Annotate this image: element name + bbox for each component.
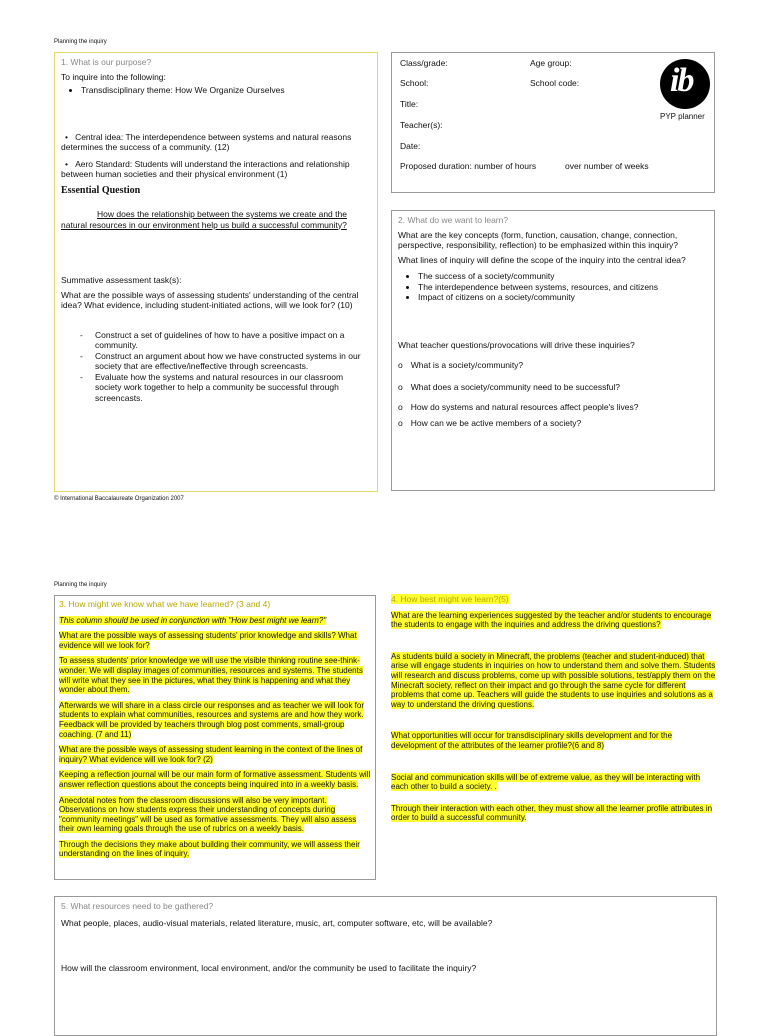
- learning-para: As students build a society in Minecraft, the problems (teacher and student-induced) that arise will engage students in inquiries on how to understand them and solve them. Students will research and discuss problems, come up with possible solutions, test/apply them on the Minecraft society, reflect on their impact and go through the same cycle for different problems that come up. Teachers will guide the students to use inquiries and solutions as a way to understand the driving questions.: [391, 651, 716, 709]
- learn-title: 2. What do we want to learn?: [398, 215, 509, 225]
- teacher-question: o How can we be active members of a society?: [398, 417, 582, 428]
- assessment-para: This column should be used in conjunction with "How best might we learn?": [59, 615, 327, 625]
- teacher-question: o How do systems and natural resources affect people's lives?: [398, 402, 639, 412]
- line-of-inquiry: • The interdependence between systems, resources, and citizens: [418, 282, 708, 293]
- task-item: - Evaluate how the systems and natural resources in our classroom society work together to help a community be successful through screencasts.: [95, 372, 371, 404]
- purpose-intro: To inquire into the following:: [61, 71, 166, 82]
- essential-question-heading: Essential Question: [61, 184, 141, 196]
- learning-para: What are the learning experiences suggested by the teacher and/or students to encourage the students to engage with the inquiries and address the driving questions?: [391, 610, 712, 630]
- class-grade-label: Class/grade:: [400, 58, 448, 68]
- teacher-question: o What does a society/community need to be successful?: [398, 381, 621, 392]
- learning-title: 4. How best might we learn?(5): [391, 594, 509, 604]
- assessment-para: Keeping a reflection journal will be our main form of formative assessment. Students will answer reflection questions about the concepts being inquired into in a weekly basis.: [59, 770, 371, 789]
- environment-question: How will the classroom environment, local environment, and/or the community be used to facilitate the inquiry?: [61, 963, 477, 973]
- provocations-question: What teacher questions/provocations will drive these inquiries?: [398, 339, 635, 350]
- assessment-para: To assess students' prior knowledge we will use the visible thinking routine see-think-wonder. We will display images of communities, resources and systems. The students will write what they see in the pictures, what they think is happening and what they wonder about them.: [59, 656, 363, 695]
- essential-question: How does the relationship between the systems we create and the natural resources in our environment help us build a successful community?: [61, 209, 347, 230]
- page-header: Planning the inquiry: [54, 39, 107, 45]
- purpose-box: [54, 52, 378, 492]
- teacher-question: o What is a society/community?: [398, 360, 524, 370]
- task-item: - Construct an argument about how we have constructed systems in our society that are effective/ineffective through screencasts.: [95, 351, 371, 372]
- assessment-title: 3. How might we know what we have learned? (3 and 4): [59, 599, 271, 609]
- title-label: Title:: [400, 99, 419, 109]
- central-idea: • Central idea: The interdependence between systems and natural reasons determines the success of a community. (12): [61, 131, 352, 152]
- learn-box: [391, 210, 715, 491]
- assessment-para: Afterwards we will share in a class circle our responses and as teacher we will look for students to explain what communities, resources and systems are and how they work. Feedback will be provided by teachers through blog post comments, small-group coaching. (7 and 11): [59, 700, 365, 739]
- purpose-title: 1. What is our purpose?: [61, 57, 152, 67]
- ib-logo-icon: ib: [660, 59, 710, 109]
- weeks-label: over number of weeks: [565, 161, 649, 171]
- pyp-planner-label: PYP planner: [660, 112, 705, 121]
- learning-box: [391, 595, 717, 823]
- assessment-para: Through the decisions they make about building their community, we will assess their understanding on the lines of inquiry.: [59, 839, 360, 859]
- line-of-inquiry: • The success of a society/community: [418, 271, 708, 282]
- assessment-para: Anecdotal notes from the classroom discussions will also be very important. Observations on how students express their understanding of concepts during "community meetings" will be used as formative assessments. They will also assess their own learning goals through the use of rubrics on a weekly basis.: [59, 795, 357, 834]
- task-item: - Construct a set of guidelines of how to have a positive impact on a community.: [95, 330, 371, 351]
- summative-question: What are the possible ways of assessing students' understanding of the central idea? What evidence, including student-initiated actions, will we look for? (10): [61, 289, 359, 310]
- resources-question: What people, places, audio-visual materials, related literature, music, art, computer software, etc, will be available?: [61, 917, 493, 928]
- line-of-inquiry: • Impact of citizens on a society/community: [418, 292, 708, 303]
- assessment-box: [54, 595, 376, 880]
- resources-title: 5. What resources need to be gathered?: [61, 901, 214, 911]
- page-header: Planning the inquiry: [54, 582, 107, 588]
- learning-para: Social and communication skills will be of extreme value, as they will be interacting with each other to build a society. .: [391, 772, 701, 792]
- teachers-label: Teacher(s):: [400, 120, 443, 130]
- learning-para: What opportunities will occur for transdisciplinary skills development and for the development of the attributes of the learner profile?(6 and 8): [391, 731, 673, 750]
- key-concepts-question: What are the key concepts (form, function, causation, change, connection, perspective, responsibility, reflection) to be emphasized within this inquiry?: [398, 229, 679, 250]
- summative-label: Summative assessment task(s):: [61, 275, 182, 285]
- duration-label: Proposed duration: number of hours: [400, 161, 537, 171]
- assessment-para: What are the possible ways of assessing students' prior knowledge and skills? What evidence will we look for?: [59, 631, 357, 650]
- assessment-para: What are the possible ways of assessing student learning in the context of the lines of inquiry? What evidence will we look for? (2): [59, 745, 363, 764]
- learning-para: Through their interaction with each other, they must show all the learner profile attributes in order to build a successful community.: [391, 803, 713, 823]
- age-group-label: Age group:: [530, 58, 572, 68]
- school-label: School:: [400, 78, 429, 88]
- theme-item: • Transdisciplinary theme: How We Organize Ourselves: [81, 85, 371, 96]
- page-footer: © International Baccalaureate Organization 2007: [54, 496, 184, 502]
- resources-box: [54, 896, 717, 1036]
- date-label: Date:: [400, 141, 421, 151]
- lines-question: What lines of inquiry will define the scope of the inquiry into the central idea?: [398, 254, 686, 265]
- school-code-label: School code:: [530, 78, 580, 88]
- aero-standard: • Aero Standard: Students will understand the interactions and relationship between human societies and their physical environment (1): [61, 158, 350, 179]
